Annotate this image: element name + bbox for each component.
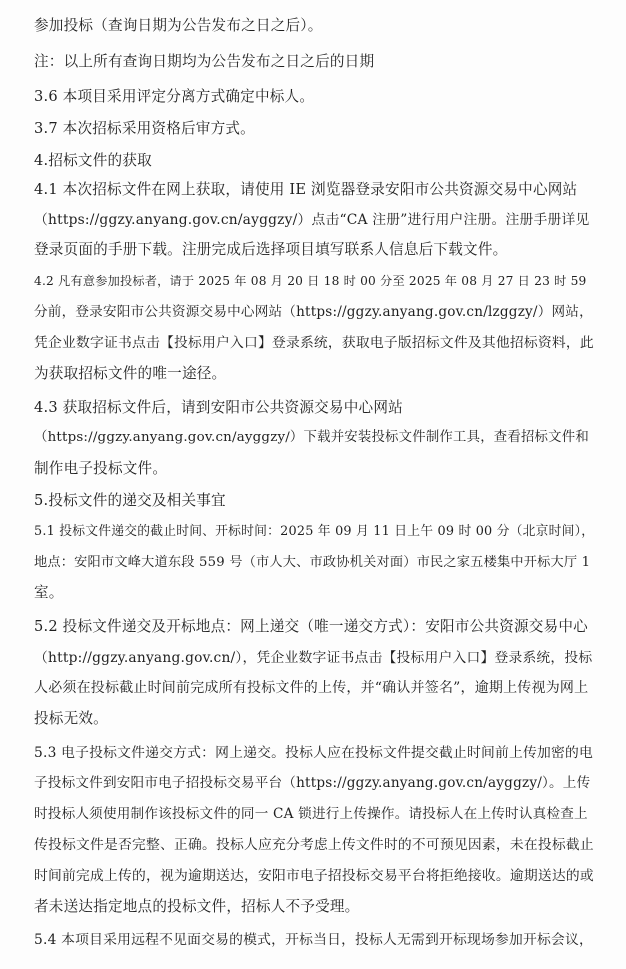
- text-line: 3.7 本次招标采用资格后审方式。: [34, 120, 255, 137]
- text-line: 5.1 投标文件递交的截止时间、开标时间：2025 年 09 月 11 日上午 09 时 00 分（北京时间），: [34, 524, 595, 539]
- text-line: 4.1 本次招标文件在网上获取，请使用 IE 浏览器登录安阳市公共资源交易中心网站: [34, 181, 578, 198]
- text-line: 时投标人须使用制作该投标文件的同一 CA 锁进行上传操作。请投标人在上传时认真检查上: [34, 806, 588, 822]
- text-line: 者未送达指定地点的投标文件，招标人不予受理。: [34, 898, 360, 915]
- text-line: 传投标文件是否完整、正确。投标人应充分考虑上传文件时的不可预见因素，未在投标截止: [34, 837, 594, 853]
- text-line: 地点：安阳市文峰大道东段 559 号（市人大、市政协机关对面）市民之家五楼集中开标大厅 1: [34, 555, 591, 570]
- text-line: 时间前完成上传的，视为逾期送达，安阳市电子招投标交易平台将拒绝接收。逾期送达的或: [34, 868, 594, 884]
- text-line: 4.2 凡有意参加投标者，请于 2025 年 08 月 20 日 18 时 00 分至 2025 年 08 月 27 日 23 时 59: [34, 274, 587, 288]
- text-line: 制作电子投标文件。: [34, 460, 168, 477]
- text-line: 人必须在投标截止时间前完成所有投标文件的上传，并“确认并签名”，逾期上传视为网上: [34, 680, 589, 696]
- text-line: （https://ggzy.anyang.gov.cn/ayggzy/）点击“CA 注册”进行用户注册。注册手册详见: [34, 212, 590, 228]
- text-line: 登录页面的手册下载。注册完成后选择项目填写联系人信息后下载文件。: [34, 241, 508, 258]
- text-line: 凭企业数字证书点击【投标用户入口】登录系统，获取电子版招标文件及其他招标资料，此: [34, 335, 594, 351]
- section-heading: 4.招标文件的获取: [34, 152, 152, 169]
- text-line: 4.3 获取招标文件后，请到安阳市公共资源交易中心网站: [34, 399, 403, 416]
- text-line: 室。: [34, 584, 64, 601]
- text-line: 投标无效。: [34, 710, 108, 727]
- text-line: 5.3 电子投标文件递交方式：网上递交。投标人应在投标文件提交截止时间前上传加密的电: [34, 745, 594, 761]
- text-line: 分前，登录安阳市公共资源交易中心网站（https://ggzy.anyang.gov.cn/lzggzy/）网站，: [34, 304, 593, 320]
- text-line: （https://ggzy.anyang.gov.cn/ayggzy/）下载并安装投标文件制作工具，查看招标文件和: [34, 430, 589, 445]
- text-line: 注：以上所有查询日期均为公告发布之日之后的日期: [34, 53, 375, 70]
- text-line: 为获取招标文件的唯一途径。: [34, 365, 227, 382]
- text-line: 5.2 投标文件递交及开标地点：网上递交（唯一递交方式）：安阳市公共资源交易中心: [34, 618, 588, 635]
- text-line: 3.6 本项目采用评定分离方式确定中标人。: [34, 88, 315, 105]
- text-line: 5.4 本项目采用远程不见面交易的模式，开标当日，投标人无需到开标现场参加开标会议，: [34, 932, 594, 948]
- text-line: （http://ggzy.anyang.gov.cn/），凭企业数字证书点击【投标用户入口】登录系统，投标: [34, 650, 593, 666]
- text-line: 子投标文件到安阳市电子招投标交易平台（https://ggzy.anyang.gov.cn/ayggzy/）。上传: [34, 775, 591, 791]
- text-line: 参加投标（查询日期为公告发布之日之后）。: [34, 17, 323, 34]
- section-heading: 5.投标文件的递交及相关事宜: [34, 492, 226, 509]
